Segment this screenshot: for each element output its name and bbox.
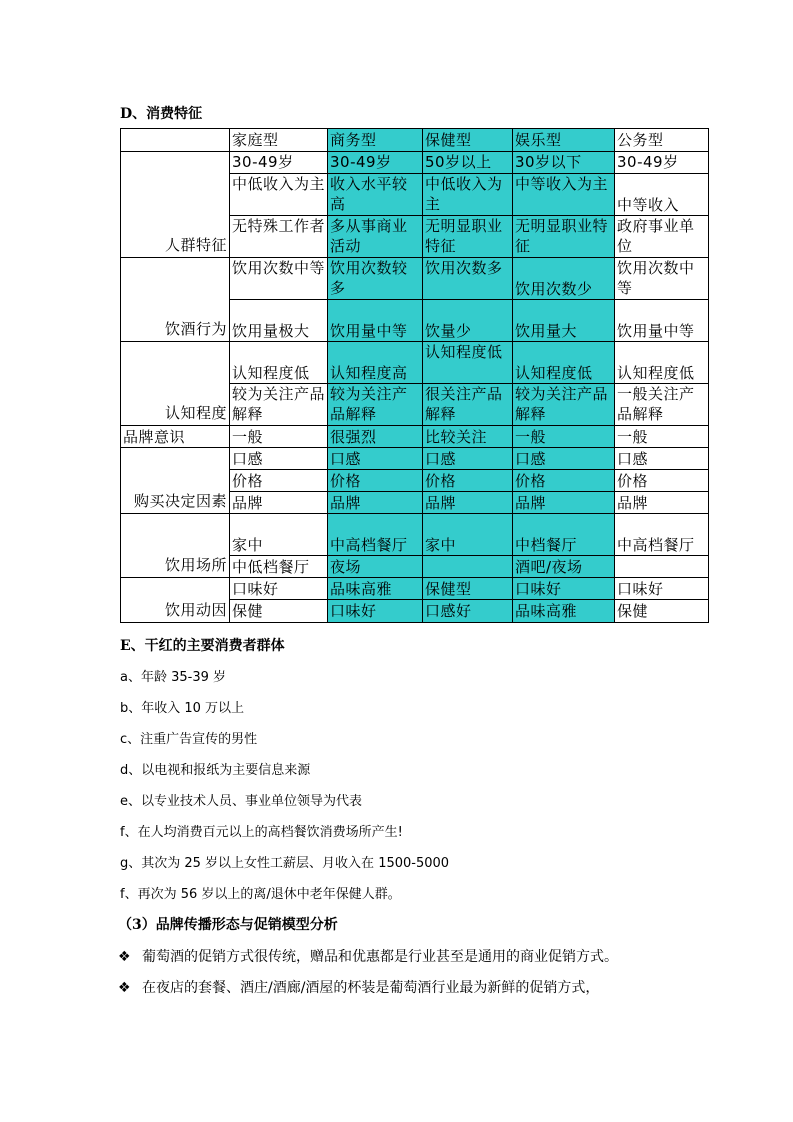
table-cell: 口味好 (230, 578, 328, 600)
table-cell: 一般关注产品解释 (615, 384, 709, 426)
table-cell: 中低收入为主 (423, 174, 513, 216)
list-item: e、以专业技术人员、事业单位领导为代表 (120, 794, 362, 809)
table-row (121, 258, 709, 300)
table-cell: 30岁以下 (513, 152, 615, 174)
table-cell: 认知程度低 (423, 342, 513, 384)
diamond-bullet-icon: ❖ (118, 949, 131, 965)
table-row (121, 426, 709, 448)
table-cell: 价格 (615, 470, 709, 492)
table-cell: 口感 (423, 448, 513, 470)
table-cell: 无特殊工作者 (230, 216, 328, 258)
table-cell: 中低档餐厅 (230, 556, 328, 578)
table-cell: 价格 (513, 470, 615, 492)
table-cell: 30-49岁 (615, 152, 709, 174)
table-cell: 30-49岁 (230, 152, 328, 174)
table-cell: 口感 (513, 448, 615, 470)
table-cell: 较为关注产品解释 (513, 384, 615, 426)
table-cell: 品牌 (423, 492, 513, 514)
list-item: f、在人均消费百元以上的高档餐饮消费场所产生! (120, 825, 403, 840)
table-cell: 酒吧/夜场 (513, 556, 615, 578)
table-cell: 中等收入为主 (513, 174, 615, 216)
group-label-cell: 饮用场所 (121, 514, 230, 578)
table-cell (423, 556, 513, 578)
header-corner-cell (121, 129, 230, 152)
group-label-cell: 品牌意识 (121, 426, 230, 448)
diamond-bullet-icon: ❖ (118, 980, 131, 996)
table-cell: 饮用次数中等 (230, 258, 328, 300)
table-row (121, 578, 709, 600)
header-cell: 家庭型 (230, 129, 328, 152)
table-cell: 饮用次数较多 (328, 258, 423, 300)
table-cell: 中等收入 (615, 174, 709, 216)
table-cell: 价格 (423, 470, 513, 492)
list-item: a、年龄 35-39 岁 (120, 670, 227, 685)
table-cell: 保健 (230, 600, 328, 623)
section-3-title: （3）品牌传播形态与促销模型分析 (118, 917, 338, 933)
table-cell: 比较关注 (423, 426, 513, 448)
table-cell: 政府事业单位 (615, 216, 709, 258)
table-cell: 饮用量极大 (230, 300, 328, 342)
table-cell: 中档餐厅 (513, 514, 615, 556)
table-cell: 口味好 (513, 578, 615, 600)
header-cell: 公务型 (615, 129, 709, 152)
list-item: f、再次为 56 岁以上的离/退休中老年保健人群。 (120, 887, 401, 902)
table-cell: 口感 (328, 448, 423, 470)
table-cell: 认知程度低 (513, 342, 615, 384)
table-cell: 一般 (230, 426, 328, 448)
group-label-cell: 认知程度 (121, 342, 230, 426)
table-cell: 品牌 (328, 492, 423, 514)
table-row (121, 342, 709, 384)
table-cell: 认知程度低 (230, 342, 328, 384)
table-cell: 较为关注产品解释 (230, 384, 328, 426)
group-label-cell: 饮用动因 (121, 578, 230, 623)
table-cell: 家中 (230, 514, 328, 556)
bullet-item (118, 946, 618, 966)
section-d-title: D、消费特征 (120, 106, 203, 122)
list-item: c、注重广告宣传的男性 (120, 732, 258, 747)
table-cell: 饮用量大 (513, 300, 615, 342)
table-cell: 品味高雅 (513, 600, 615, 623)
consumption-feature-table (120, 128, 709, 623)
table-cell: 品牌 (615, 492, 709, 514)
table-cell: 价格 (230, 470, 328, 492)
table-cell: 中高档餐厅 (615, 514, 709, 556)
table-row (121, 448, 709, 470)
table-cell: 价格 (328, 470, 423, 492)
header-cell: 商务型 (328, 129, 423, 152)
table-cell: 50岁以上 (423, 152, 513, 174)
table-cell: 多从事商业活动 (328, 216, 423, 258)
table-cell: 口感 (230, 448, 328, 470)
table-header-row (121, 129, 709, 152)
bullet-text: 在夜店的套餐、酒庄/酒廊/酒屋的杯装是葡萄酒行业最为新鲜的促销方式， (142, 980, 600, 996)
table-cell: 很强烈 (328, 426, 423, 448)
list-item: d、以电视和报纸为主要信息来源 (120, 763, 311, 778)
header-cell: 保健型 (423, 129, 513, 152)
table-cell: 夜场 (328, 556, 423, 578)
table-cell: 很关注产品解释 (423, 384, 513, 426)
table-cell: 品牌 (230, 492, 328, 514)
table-cell: 饮用次数少 (513, 258, 615, 300)
table-cell: 品味高雅 (328, 578, 423, 600)
table-cell: 饮用次数中等 (615, 258, 709, 300)
table-cell: 一般 (615, 426, 709, 448)
table-cell: 一般 (513, 426, 615, 448)
section-e-title: E、干红的主要消费者群体 (120, 638, 285, 654)
table-cell: 保健 (615, 600, 709, 623)
bullet-item (118, 977, 599, 997)
table-cell: 口味好 (615, 578, 709, 600)
table-cell: 较为关注产品解释 (328, 384, 423, 426)
header-cell: 娱乐型 (513, 129, 615, 152)
list-item: b、年收入 10 万以上 (120, 701, 245, 716)
table-cell: 无明显职业特征 (423, 216, 513, 258)
table-cell: 收入水平较高 (328, 174, 423, 216)
table-cell: 饮量少 (423, 300, 513, 342)
table-cell: 品牌 (513, 492, 615, 514)
table-row (121, 514, 709, 556)
group-label-cell: 饮酒行为 (121, 258, 230, 342)
table-cell: 口味好 (328, 600, 423, 623)
list-item: g、其次为 25 岁以上女性工薪层、月收入在 1500-5000 (120, 856, 450, 871)
table-cell: 饮用量中等 (328, 300, 423, 342)
group-label-cell: 购买决定因素 (121, 448, 230, 514)
bullet-text: 葡萄酒的促销方式很传统，赠品和优惠都是行业甚至是通用的商业促销方式。 (142, 949, 618, 965)
table-cell: 中低收入为主 (230, 174, 328, 216)
table-cell: 认知程度低 (615, 342, 709, 384)
table-cell: 无明显职业特征 (513, 216, 615, 258)
table-cell: 口感好 (423, 600, 513, 623)
group-label-cell: 人群特征 (121, 152, 230, 258)
table-cell: 家中 (423, 514, 513, 556)
table-cell: 认知程度高 (328, 342, 423, 384)
table-cell (615, 556, 709, 578)
table-cell: 中高档餐厅 (328, 514, 423, 556)
table-row (121, 152, 709, 174)
table-cell: 饮用次数多 (423, 258, 513, 300)
table-cell: 口感 (615, 448, 709, 470)
table-cell: 饮用量中等 (615, 300, 709, 342)
table-cell: 30-49岁 (328, 152, 423, 174)
table-cell: 保健型 (423, 578, 513, 600)
